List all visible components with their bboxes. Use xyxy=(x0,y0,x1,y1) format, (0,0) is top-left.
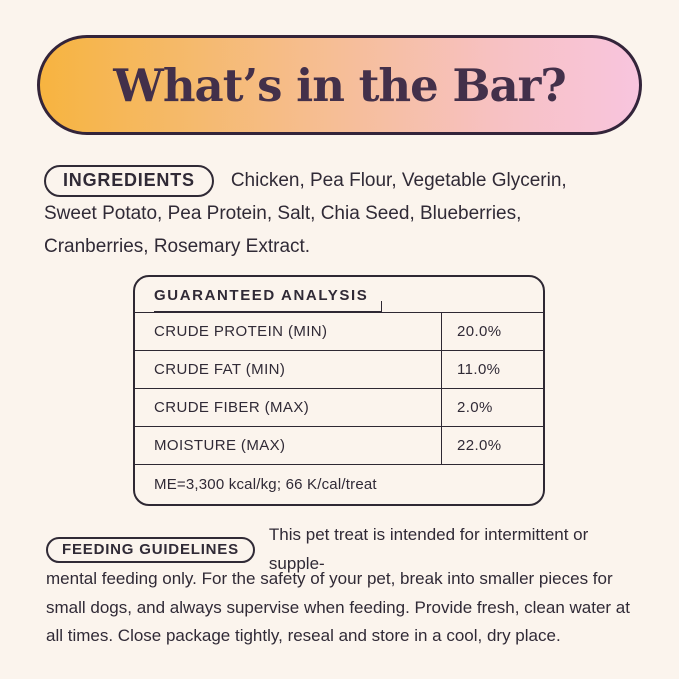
feeding-text-line: mental feeding only. For the safety of your pet, break into smaller pieces for xyxy=(46,569,613,588)
ingredients-text-line: Sweet Potato, Pea Protein, Salt, Chia Seed, Blueberries, xyxy=(44,203,522,224)
ingredients-label-pill: INGREDIENTS xyxy=(44,165,214,197)
feeding-guidelines-label-pill: FEEDING GUIDELINES xyxy=(46,537,255,563)
analysis-row-label: CRUDE FIBER (MAX) xyxy=(154,399,310,416)
analysis-table-footnote: ME=3,300 kcal/kg; 66 K/cal/treat xyxy=(154,476,377,493)
feeding-guidelines-section xyxy=(46,525,646,651)
ingredients-text-line: Cranberries, Rosemary Extract. xyxy=(44,236,311,257)
analysis-table-title: GUARANTEED ANALYSIS xyxy=(154,287,382,312)
ingredients-section xyxy=(44,164,644,263)
page-title: What’s in the Bar? xyxy=(113,58,566,112)
feeding-text-line: This pet treat is intended for intermittent or supple- xyxy=(268,525,589,573)
guaranteed-analysis-table xyxy=(133,275,545,506)
analysis-row-value: 11.0% xyxy=(441,351,543,388)
feeding-text-line: all times. Close package tightly, reseal and store in a cool, dry place. xyxy=(46,626,561,646)
analysis-row-value: 20.0% xyxy=(441,313,543,350)
analysis-table-header xyxy=(135,277,543,313)
analysis-row-label: CRUDE FAT (MIN) xyxy=(154,361,286,378)
analysis-row-label: CRUDE PROTEIN (MIN) xyxy=(154,323,328,340)
table-row xyxy=(135,351,543,389)
table-row xyxy=(135,427,543,465)
ingredients-text-line: Chicken, Pea Flour, Vegetable Glycerin, xyxy=(230,170,567,191)
feeding-text-line: small dogs, and always supervise when feeding. Provide fresh, clean water at xyxy=(46,597,630,617)
ingredients-first-line xyxy=(44,164,644,197)
analysis-row-label: MOISTURE (MAX) xyxy=(154,437,286,454)
table-row xyxy=(135,313,543,351)
title-banner xyxy=(37,35,642,135)
table-row xyxy=(135,389,543,427)
analysis-row-value: 22.0% xyxy=(441,427,543,464)
analysis-row-value: 2.0% xyxy=(441,389,543,426)
feeding-first-line xyxy=(46,525,646,573)
